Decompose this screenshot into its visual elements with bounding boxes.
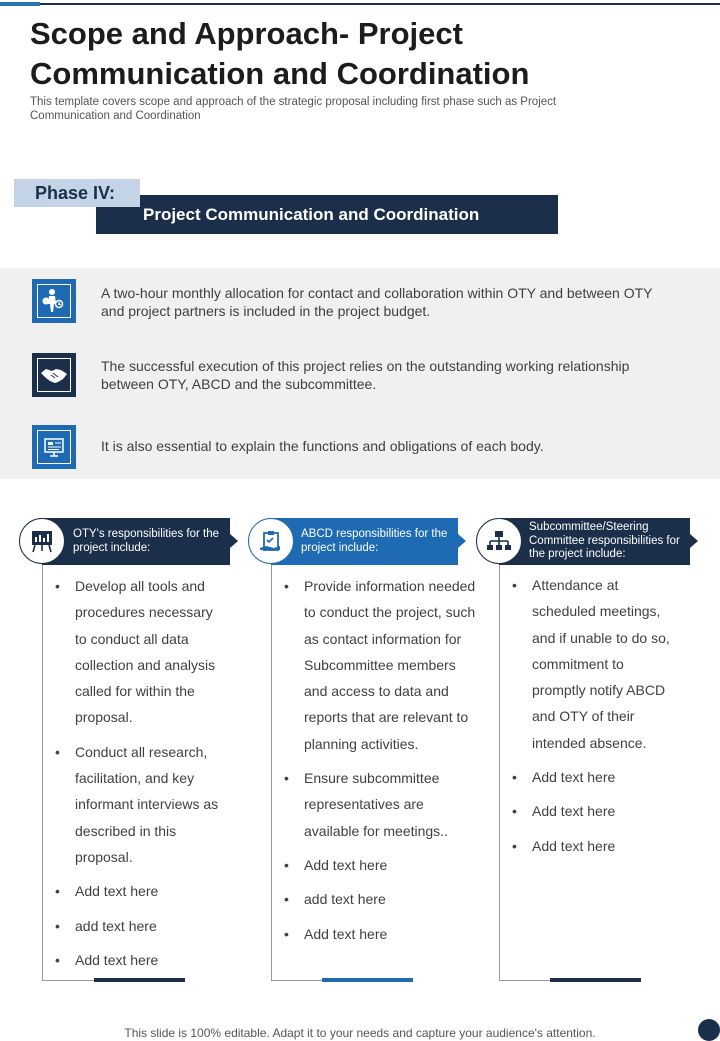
info-text-2: The successful execution of this project relies on the outstanding working relationship between OTY, ABCD and the subcommittee.	[101, 358, 630, 392]
list-item: • Add text here	[53, 878, 225, 904]
list-item: • Conduct all research, facilitation, and key informant interviews as described in this proposal.	[53, 739, 225, 870]
clipboard-hand-icon	[258, 528, 284, 554]
top-accent	[0, 2, 40, 6]
top-rule	[0, 3, 720, 5]
card-1-icon-circle	[19, 518, 65, 564]
page-subtitle: This template covers scope and approach of the strategic proposal including first phase such as Project Communication and Coordination	[30, 96, 557, 122]
card-2-border-left	[271, 565, 272, 980]
list-item: • add text here	[282, 886, 482, 912]
list-item: • Provide information needed to conduct the project, such as contact information for Subcommittee members and access to data and reports that are relevant to planning activities.	[282, 573, 482, 757]
card-1-border-left	[42, 565, 43, 980]
corner-dot	[698, 1019, 720, 1041]
org-chart-icon	[486, 528, 512, 554]
list-item: • Add text here	[510, 798, 670, 824]
list-item: • Add text here	[510, 833, 670, 859]
card-1-arrow	[230, 534, 238, 548]
card-1-list	[53, 573, 225, 981]
list-item: • Develop all tools and procedures necessary to conduct all data collection and analysis called for within the proposal.	[53, 573, 225, 731]
page-title: Scope and Approach- Project Communication and Coordination	[30, 16, 530, 91]
card-3-border-left	[499, 565, 500, 980]
list-item: • Ensure subcommittee representatives are available for meetings..	[282, 765, 482, 844]
list-item: • Add text here	[53, 947, 225, 973]
card-2-bottom-bar	[322, 978, 413, 982]
handshake-icon	[33, 354, 75, 396]
info-text-3: It is also essential to explain the functions and obligations of each body.	[101, 438, 544, 454]
phase-tag: Phase IV:	[14, 179, 140, 207]
presentation-screen-icon	[33, 426, 75, 468]
card-3-bottom-bar	[550, 978, 641, 982]
list-item: • Add text here	[510, 764, 670, 790]
phase-title: Project Communication and Coordination	[96, 195, 558, 234]
person-budget-icon	[33, 280, 75, 322]
list-item: • Add text here	[282, 852, 482, 878]
card-3-icon-circle	[476, 518, 522, 564]
card-2-list	[282, 573, 482, 955]
presentation-board-icon	[29, 528, 55, 554]
card-2-icon-circle	[248, 518, 294, 564]
list-item: • Add text here	[282, 921, 482, 947]
list-item: • add text here	[53, 913, 225, 939]
card-1-header: OTY's responsibilities for the project include:	[42, 518, 230, 565]
card-3-arrow	[690, 534, 698, 548]
list-item: • Attendance at scheduled meetings, and if unable to do so, commitment to promptly notify ABCD and OTY of their intended absence.	[510, 572, 670, 756]
footer-note: This slide is 100% editable. Adapt it to your needs and capture your audience's attention.	[124, 1026, 596, 1040]
card-2-arrow	[458, 534, 466, 548]
card-3-header: Subcommittee/Steering Committee responsibilities for the project include:	[499, 518, 690, 565]
card-2-header: ABCD responsibilities for the project include:	[271, 518, 458, 565]
info-text-1: A two-hour monthly allocation for contact and collaboration within OTY and between OTY and project partners is included in the project budget.	[101, 285, 653, 319]
card-3-list	[510, 572, 670, 867]
